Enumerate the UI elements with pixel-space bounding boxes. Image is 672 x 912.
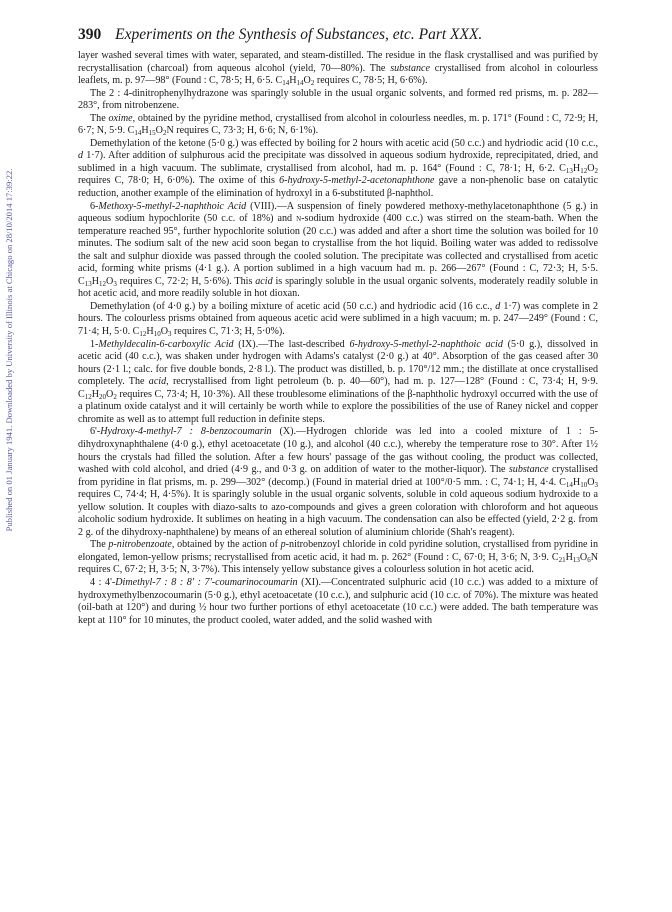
section-paragraph: 1-Methyldecalin-6-carboxylic Acid (IX).—The last-described 6-hydroxy-5-methyl-2-naphthoic acid (5·0 g.), dissolved in acetic acid (40 c.c.), was shaken under hydrogen with Adams's catalyst (2·0 g.) at 40°. Absorption of the gas ceased after 30 hours (2·1 l.; calc. for five double bonds, 2·8 l.). The product was distilled, b. p. 170°/12 mm.; the distillate at once crystallised completely. The acid, recrystallised from light petroleum (b. p. 40—60°), had m. p. 127—128° (Found : C, 73·4; H, 9·9. $C_{12}H_{20}O_2$ requires C, 73·4; H, 10·3%). All these troublesome eliminations of the β-naphtholic hydroxyl occurred with the use of a platinum oxide catalyst and it will certainly be worth while to explore the possibilities of the use of Raney nickel and copper chromite as well as to attempt full reduction in definite steps. <box>78 338 598 425</box>
paragraph: The p-nitrobenzoate, obtained by the action of p-nitrobenzoyl chloride in cold pyridine solution, crystallised from pyridine in elongated, lemon-yellow prisms; recrystallised from acetic acid, it had m. p. 262° (Found : C, 67·0; H, 3·6; N, 3·9. $C_{21}H_{13}O_6N$ requires C, 67·2; H, 3·5; N, 3·7%). This intensely yellow substance gives a colourless solution in hot acetic acid. <box>78 539 598 576</box>
page-number: 390 <box>78 26 102 43</box>
provenance-sidebar <box>0 0 18 912</box>
section-paragraph: 6-Methoxy-5-methyl-2-naphthoic Acid (VIII).—A suspension of finely powdered methoxy-methylacetonaphthone (5 g.) in aqueous sodium hypochlorite (50 c.c. of 18%) and n-sodium hydroxide (400 c.c.) was stirred on the steam-bath. When the temperature reached 95°, further hypochlorite solution (20 c.c.) was added and after a short time the solution was boiled for 10 minutes. The sodium salt of the new acid soon began to crystallise from the hot liquid. Boiling water was added to redissolve the salt and sulphur dioxide was passed through the cooled solution. The precipitate was collected and crystallised from acetic acid, forming white prisms (4·1 g.). A portion sublimed in a high vacuum had m. p. 266—267° (Found : C, 72·3; H, 5·5. $C_{13}H_{12}O_3$ requires C, 72·2; H, 5·6%). This acid is sparingly soluble in the usual organic solvents, moderately readily soluble in hot acetic acid, and more readily soluble in hot dioxan. <box>78 200 598 300</box>
paragraph: layer washed several times with water, separated, and steam-distilled. The residue in the flask crystallised and was purified by recrystallisation (charcoal) from aqueous alcohol (yield, 70—80%). The substance crystallised from alcohol in colourless leaflets, m. p. 97—98° (Found : C, 78·5; H, 6·5. $C_{14}H_{14}O_2$ requires C, 78·5; H, 6·6%). <box>78 50 598 88</box>
page-header <box>78 26 598 50</box>
paragraph: The oxime, obtained by the pyridine method, crystallised from alcohol in colourless needles, m. p. 171° (Found : C, 72·9; H, 6·7; N, 5·9. $C_{14}H_{15}O_2N$ requires C, 73·3; H, 6·6; N, 6·1%). <box>78 112 599 138</box>
article-body <box>78 50 598 627</box>
paragraph: Demethylation of the ketone (5·0 g.) was effected by boiling for 2 hours with acetic acid (50 c.c.) and hydriodic acid (10 c.c., d 1·7). After addition of sulphurous acid the precipitate was dissolved in aqueous sodium hydroxide, reprecipitated, dried, and sublimed in a high vacuum. The sublimate, crystallised from alcohol, had m. p. 164° (Found : C, 78·1; H, 6·2. $C_{13}H_{12}O_2$ requires C, 78·0; H, 6·0%). The oxime of this 6-hydroxy-5-methyl-2-acetonaphthone gave a non-phenolic base on catalytic reduction, another example of the elimination of hydroxyl in a 6-substituted β-naphthol. <box>78 137 598 200</box>
section-paragraph: 4 : 4'-Dimethyl-7 : 8 : 8' : 7'-coumarinocoumarin (XI).—Concentrated sulphuric acid (10 c.c.) was added to a mixture of hydroxymethylbenzocoumarin (5·0 g.), ethyl acetoacetate (10 c.c.), and sulphuric acid (10 c.c. of 70%). The mixture was heated (oil-bath at 120°) and during ½ hour two further portions of ethyl acetoacetate (10 c.c.) were added. The bath temperature was kept at 110° for 10 minutes, the product cooled, water added, and the solid washed with <box>78 576 599 626</box>
provenance-text: Published on 01 January 1941. Downloaded by University of Illinois at Chicago on 28/10/2014 17:39:22. <box>4 168 14 532</box>
paragraph: The 2 : 4-dinitrophenylhydrazone was sparingly soluble in the usual organic solvents, and formed red prisms, m. p. 282—283°, from nitrobenzene. <box>78 87 598 112</box>
section-paragraph: 6'-Hydroxy-4-methyl-7 : 8-benzocoumarin (X).—Hydrogen chloride was led into a cooled mixture of 1 : 5-dihydroxynaphthalene (4·0 g.), ethyl acetoacetate (10 g.), and alcohol (40 c.c.), whereby the temperature rose to 30°. After 1½ hours the crystals had filled the solution. After a few hours' passage of the gas without cooling, the product was collected, washed with cold alcohol, and dried (4·9 g., and 0·3 g. on addition of water to the mother-liquor). The substance crystallised from pyridine in flat prisms, m. p. 299—302° (decomp.) (Found in material dried at 100°/0·5 mm. : C, 74·1; H, 4·4. $C_{14}H_{10}O_3$ requires C, 74·4; H, 4·5%). It is sparingly soluble in the usual organic solvents, soluble in cold aqueous sodium hydroxide to a yellow solution. It couples with diazo-salts to azo-compounds and gives a green coloration with chloroform and hot aqueous alcoholic sodium hydroxide. It sublimes on heating in a high vacuum. The condensation can also be effected (yield, 2·2 g. from 2 g. of the dihydroxy-naphthalene) by means of an ethereal solution of aluminium chloride (Shah's reagent). <box>78 426 599 538</box>
paragraph: Demethylation (of 4·0 g.) by a boiling mixture of acetic acid (50 c.c.) and hydriodic acid (16 c.c., d 1·7) was complete in 2 hours. The colourless prisms obtained from aqueous acetic acid were sublimed in a high vacuum; m. p. 247—249° (Found : C, 71·4; H, 5·0. $C_{12}H_{10}O_3$ requires C, 71·3; H, 5·0%). <box>78 300 598 339</box>
running-title: Experiments on the Synthesis of Substances, etc. Part XXX. <box>115 26 483 43</box>
